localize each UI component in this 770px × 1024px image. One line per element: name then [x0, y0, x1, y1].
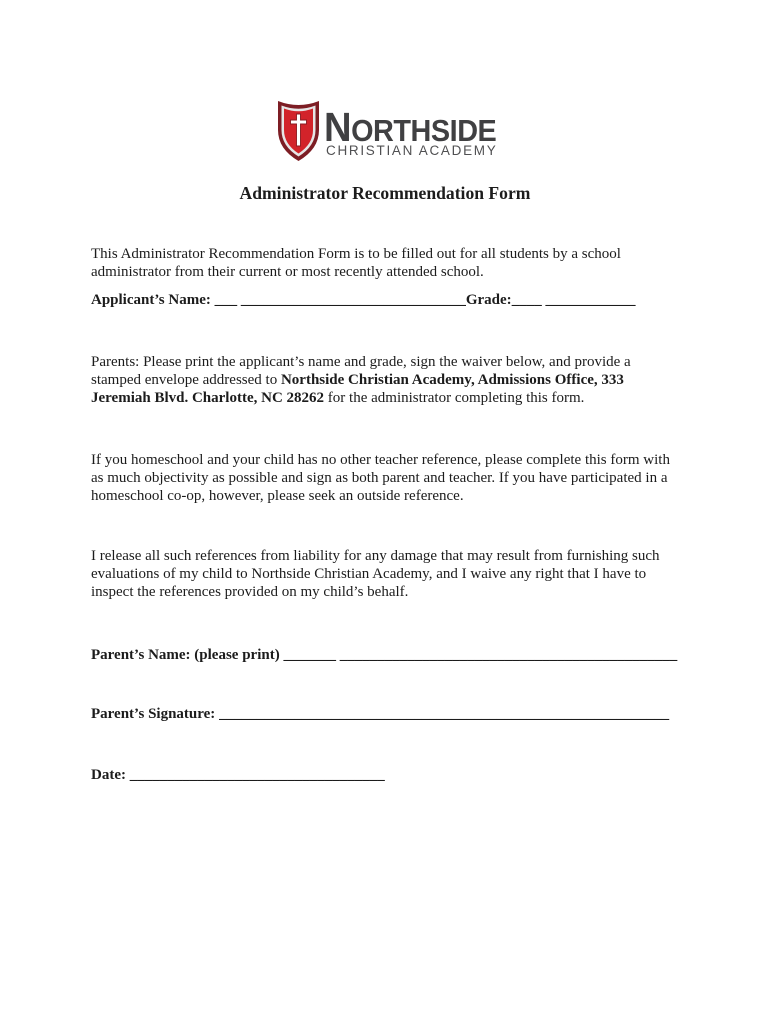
release-line: I release all such references from liability for any damage that may result from furnishing such	[91, 548, 660, 564]
parent-signature-row	[91, 705, 669, 723]
parents-instructions-line	[91, 371, 631, 389]
release-line: evaluations of my child to Northside Christian Academy, and I waive any right that I have to	[91, 566, 647, 582]
intro-line: This Administrator Recommendation Form is to be filled out for all students by a school	[91, 246, 621, 262]
homeschool-paragraph	[91, 451, 670, 505]
envelope-instruction-text: stamped envelope addressed to	[91, 372, 278, 388]
applicant-name-blank-extension[interactable]: ______________________________	[240, 292, 466, 308]
release-line: inspect the references provided on my child’s behalf.	[91, 584, 409, 600]
homeschool-line: as much objectivity as possible and sign as both parent and teacher. If you have participated in a	[91, 470, 668, 486]
applicant-name-blank[interactable]: ___	[214, 292, 238, 308]
parent-signature-label: Parent’s Signature:	[91, 706, 216, 722]
form-title: Administrator Recommendation Form	[239, 183, 531, 203]
parent-name-blank[interactable]: _______	[283, 647, 336, 663]
parent-signature-blank[interactable]: ____________________________________________________________	[219, 706, 670, 722]
grade-blank[interactable]: ____	[511, 292, 542, 308]
date-row	[91, 766, 385, 784]
school-address-part1: Northside Christian Academy, Admissions Office, 333	[280, 372, 624, 388]
school-address-part2: Jeremiah Blvd. Charlotte, NC 28262	[91, 390, 325, 406]
applicant-row	[91, 291, 635, 309]
applicant-name-label: Applicant’s Name:	[91, 292, 211, 308]
homeschool-line: homeschool co-op, however, please seek an outside reference.	[91, 488, 464, 504]
envelope-purpose-text: for the administrator completing this form.	[327, 390, 585, 406]
parents-instructions	[91, 353, 631, 407]
shield-cross-icon	[277, 99, 320, 162]
parents-instructions-line: Parents: Please print the applicant’s name and grade, sign the waiver below, and provide a	[91, 354, 631, 370]
parents-instructions-line	[91, 389, 631, 407]
logo-wordmark: NORTHSIDE	[324, 104, 497, 150]
intro-line: administrator from their current or most recently attended school.	[91, 264, 484, 280]
logo-tagline: CHRISTIAN ACADEMY	[326, 143, 498, 158]
parent-name-label: Parent’s Name: (please print)	[91, 647, 280, 663]
release-waiver-paragraph	[91, 547, 660, 601]
intro-paragraph	[91, 245, 621, 281]
parent-name-blank-extension[interactable]: _____________________________________________	[339, 647, 678, 663]
homeschool-line: If you homeschool and your child has no other teacher reference, please complete this form with	[91, 452, 670, 468]
date-label: Date:	[91, 767, 126, 783]
grade-label: Grade:	[465, 292, 512, 308]
grade-blank-extension[interactable]: ____________	[545, 292, 636, 308]
parent-name-row	[91, 646, 677, 664]
date-blank[interactable]: __________________________________	[129, 767, 385, 783]
